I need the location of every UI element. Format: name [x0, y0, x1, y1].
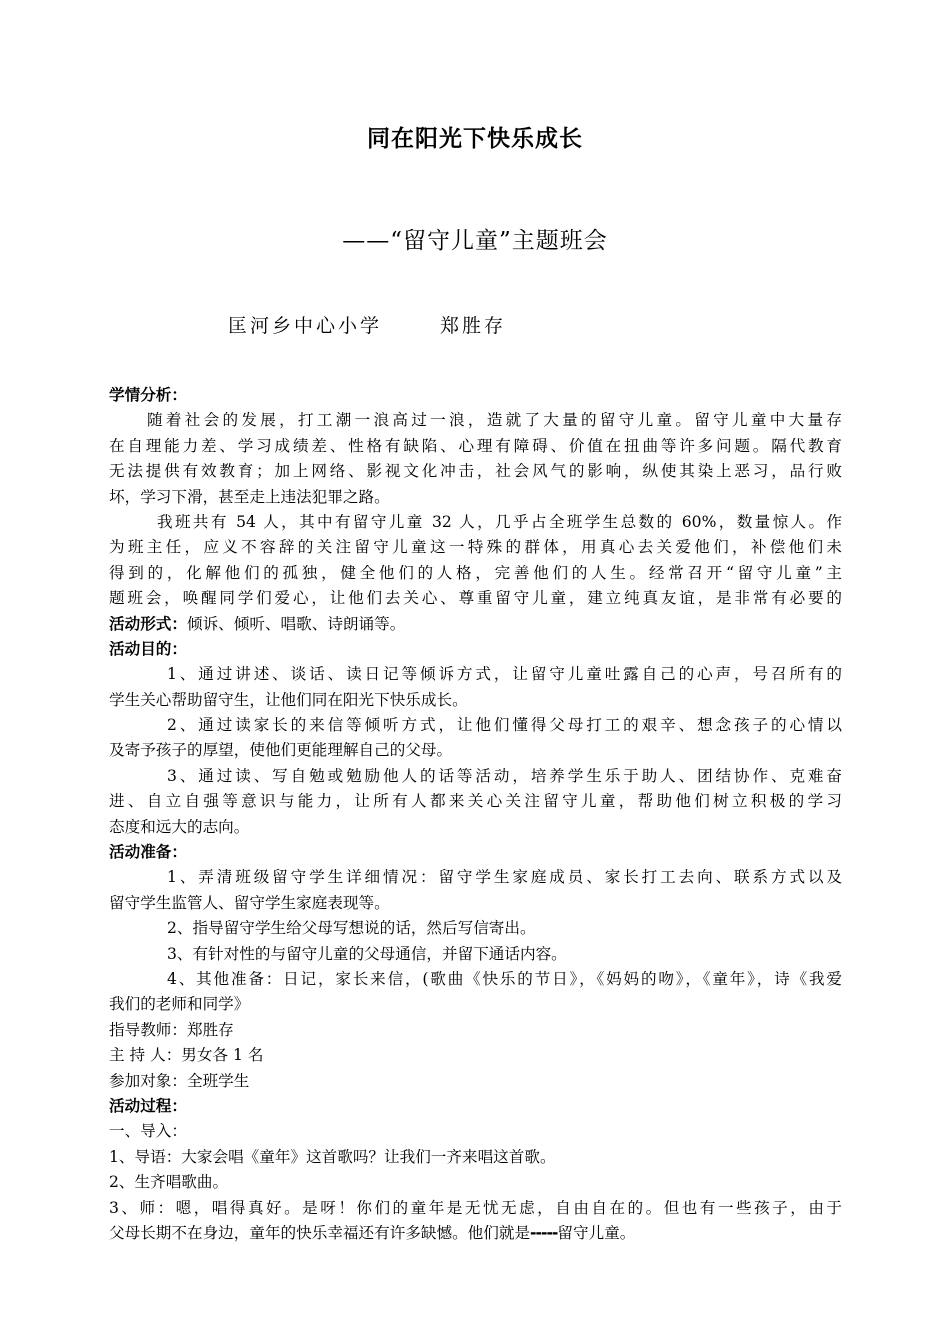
- dash-mark: -----: [530, 1223, 558, 1242]
- prep-line: 我们的老师和同学》: [109, 995, 250, 1014]
- purpose-line: 3、通过读、写自勉或勉励他人的话等活动，培养学生乐于助人、团结协作、克难奋: [167, 766, 842, 785]
- prep-line: 2、指导留守学生给父母写想说的话，然后写信寄出。: [167, 919, 536, 938]
- process-item: 2、生齐唱歌曲。: [109, 1173, 229, 1192]
- document-subtitle: ——“留守儿童”主题班会: [342, 228, 608, 254]
- author-line: [228, 311, 506, 338]
- participants-line: 参加对象：全班学生: [109, 1071, 250, 1090]
- paragraph-line: 在自理能力差、学习成绩差、性格有缺陷、心理有障碍、价值在扭曲等许多问题。隔代教育: [109, 436, 842, 455]
- activity-form: [109, 612, 842, 637]
- prep-heading: 活动准备：: [109, 843, 187, 862]
- paragraph-line: 坏，学习下滑，甚至走上违法犯罪之路。: [109, 487, 390, 506]
- purpose-line: 及寄予孩子的厚望，使他们更能理解自己的父母。: [109, 741, 453, 760]
- paragraph-line: 无法提供有效教育；加上网络、影视文化冲击，社会风气的影响，纵使其染上恶习，品行败: [109, 462, 842, 481]
- paragraph-line: 题班会，唤醒同学们爱心，让他们去关心、尊重留守儿童，建立纯真友谊，是非常有必要的: [109, 589, 842, 608]
- document-body: [109, 383, 842, 1246]
- purpose-line: 态度和远大的志向。: [109, 817, 250, 836]
- process-item: [109, 1221, 842, 1246]
- prep-line: 1、弄清班级留守学生详细情况：留守学生家庭成员、家长打工去向、联系方式以及: [167, 868, 842, 887]
- form-text: 倾诉、倾听、唱歌、诗朗诵等。: [186, 614, 406, 633]
- form-label: 活动形式：: [109, 614, 187, 633]
- prep-line: 4、其他准备：日记，家长来信，(歌曲《快乐的节日》，《妈妈的吻》，《童年》，诗《我爱: [167, 969, 842, 988]
- author-name: 郑胜存: [440, 315, 507, 337]
- purpose-line: 进、自立自强等意识与能力，让所有人都来关心关注留守儿童，帮助他们树立积极的学习: [109, 792, 842, 811]
- prep-line: 留守学生监管人、留守学生家庭表现等。: [109, 893, 390, 912]
- process-item: 3、师：嗯，唱得真好。是呀！你们的童年是无忧无虑，自由自在的。但也有一些孩子，由于: [109, 1198, 842, 1217]
- prep-line: 3、有针对性的与留守儿童的父母通信，并留下通话内容。: [167, 944, 567, 963]
- paragraph-line: 我班共有 54 人，其中有留守儿童 32 人，几乎占全班学生总数的 60%，数量惊人。作: [157, 512, 842, 531]
- purpose-heading: 活动目的：: [109, 639, 187, 658]
- school-name: 匡河乡中心小学: [228, 315, 383, 337]
- process-section: 一、导入：: [109, 1122, 187, 1141]
- teacher-line: 指导教师：郑胜存: [109, 1020, 234, 1039]
- purpose-line: 2、通过读家长的来信等倾听方式，让他们懂得父母打工的艰辛、想念孩子的心情以: [167, 716, 842, 735]
- paragraph-line: 为班主任，应义不容辞的关注留守儿童这一特殊的群体，用真心去关爱他们，补偿他们未: [109, 538, 842, 557]
- process-item: 1、导语：大家会唱《童年》这首歌吗？让我们一齐来唱这首歌。: [109, 1147, 556, 1166]
- document-title: 同在阳光下快乐成长: [367, 126, 583, 152]
- purpose-line: 1、通过讲述、谈话、读日记等倾诉方式，让留守儿童吐露自己的心声，号召所有的: [167, 665, 842, 684]
- purpose-line: 学生关心帮助留守生，让他们同在阳光下快乐成长。: [109, 690, 468, 709]
- process-text: 父母长期不在身边，童年的快乐幸福还有许多缺憾。他们就是: [109, 1223, 531, 1242]
- process-heading: 活动过程：: [109, 1096, 187, 1115]
- analysis-heading: 学情分析：: [109, 386, 187, 404]
- paragraph-line: 得到的，化解他们的孤独，健全他们的人格，完善他们的人生。经常召开“留守儿童”主: [109, 563, 842, 582]
- host-line: 主 持 人：男女各 1 名: [109, 1046, 264, 1065]
- paragraph-line: 随着社会的发展，打工潮一浪高过一浪，造就了大量的留守儿童。留守儿童中大量存: [147, 411, 842, 430]
- process-text: 留守儿童。: [557, 1223, 636, 1242]
